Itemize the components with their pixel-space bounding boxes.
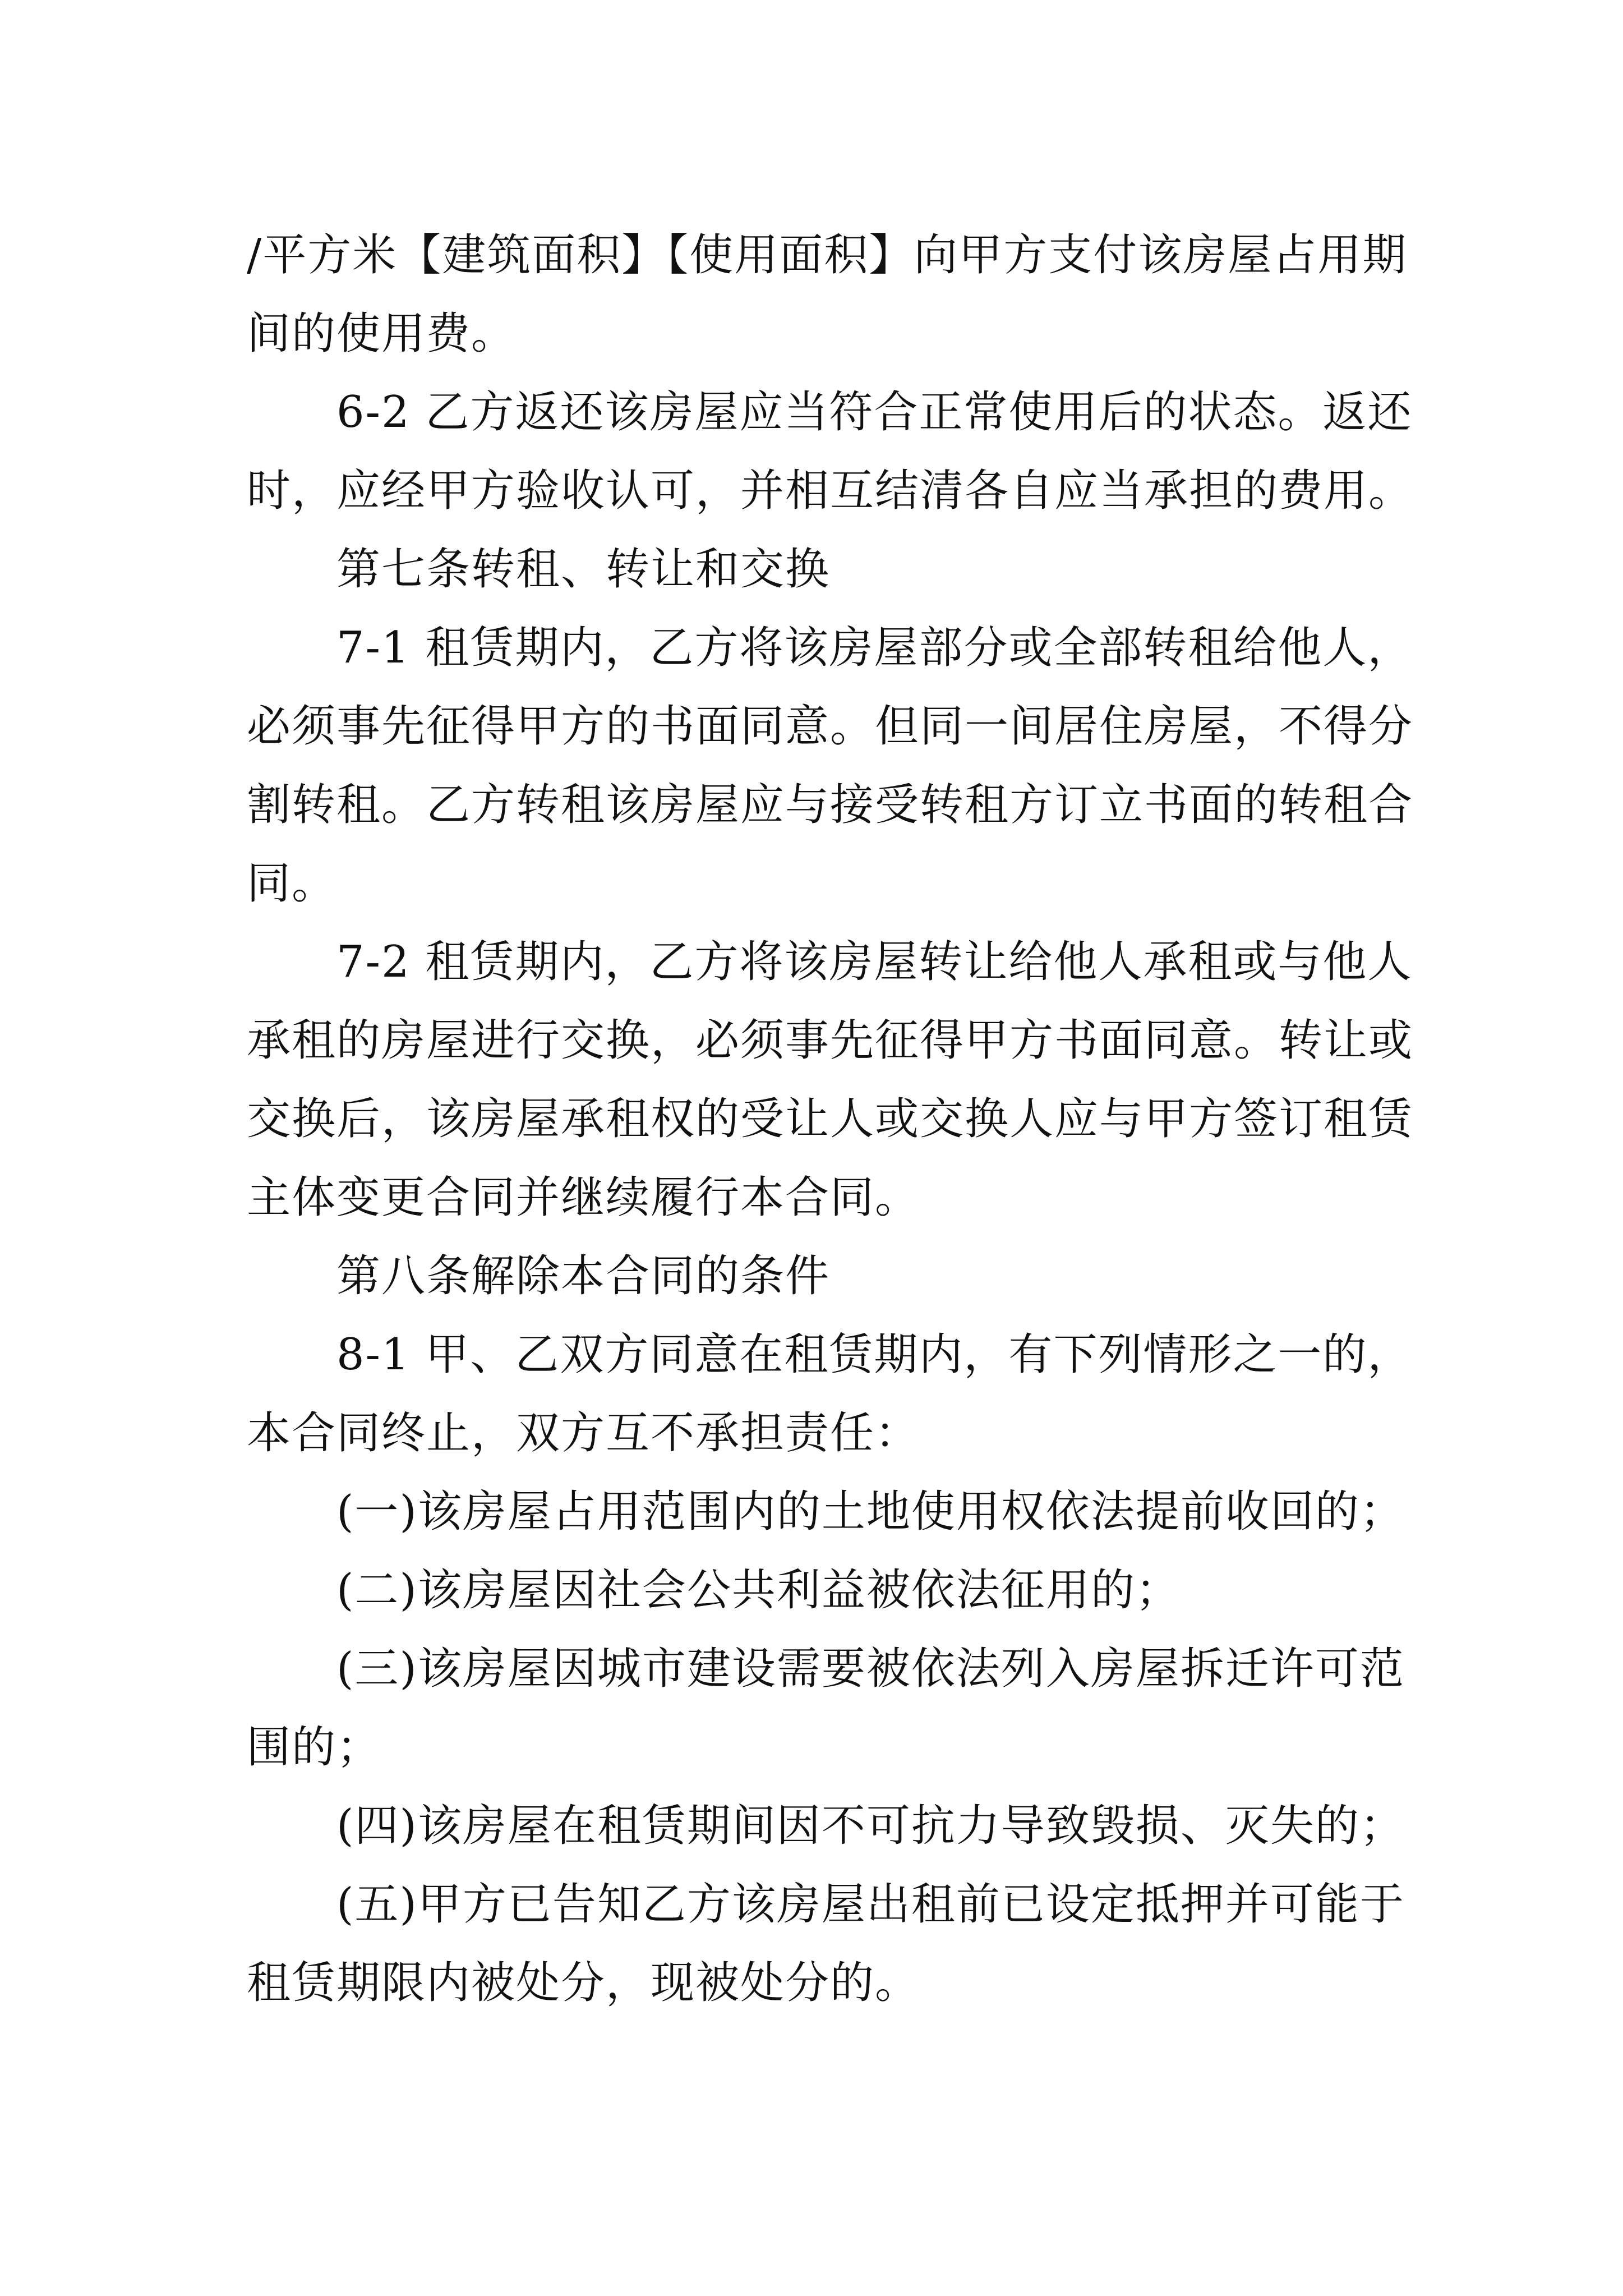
text-line: 必须事先征得甲方的书面同意。但同一间居住房屋，不得分: [247, 701, 1414, 752]
text-line: 主体变更合同并继续履行本合同。: [247, 1172, 920, 1223]
list-item-1: (一)该房屋占用范围内的土地使用权依法提前收回的；: [336, 1487, 1405, 1537]
clause-8-1: 8-1 甲、乙双方同意在租赁期内，有下列情形之一的，: [336, 1329, 1413, 1380]
text-line: 时，应经甲方验收认可，并相互结清各自应当承担的费用。: [247, 466, 1414, 516]
clause-7-2: 7-2 租赁期内，乙方将该房屋转让给他人承租或与他人: [336, 937, 1413, 987]
text-line: 承租的房屋进行交换，必须事先征得甲方书面同意。转让或: [247, 1015, 1414, 1066]
list-item-5: (五)甲方已告知乙方该房屋出租前已设定抵押并可能于: [336, 1879, 1405, 1930]
text-line: 同。: [247, 858, 337, 909]
article-7-heading: 第七条转租、转让和交换: [336, 544, 831, 595]
text-line: /平方米【建筑面积】【使用面积】向甲方支付该房屋占用期: [247, 230, 1408, 280]
text-line: 围的；: [247, 1722, 382, 1773]
article-8-heading: 第八条解除本合同的条件: [336, 1251, 831, 1301]
clause-6-2: 6-2 乙方返还该房屋应当符合正常使用后的状态。返还: [336, 387, 1413, 438]
list-item-4: (四)该房屋在租赁期间因不可抗力导致毁损、灭失的；: [336, 1801, 1405, 1851]
clause-7-1: 7-1 租赁期内，乙方将该房屋部分或全部转租给他人，: [336, 623, 1413, 673]
list-item-2: (二)该房屋因社会公共利益被依法征用的；: [336, 1565, 1181, 1616]
text-line: 交换后，该房屋承租权的受让人或交换人应与甲方签订租赁: [247, 1094, 1414, 1144]
list-item-3: (三)该房屋因城市建设需要被依法列入房屋拆迁许可范: [336, 1644, 1405, 1694]
text-line: 间的使用费。: [247, 309, 517, 359]
text-line: 割转租。乙方转租该房屋应与接受转租方订立书面的转租合: [247, 780, 1414, 830]
contract-text: [247, 216, 1414, 2022]
text-line: 租赁期限内被处分，现被处分的。: [247, 1958, 920, 2008]
text-line: 本合同终止，双方互不承担责任：: [247, 1408, 920, 1458]
